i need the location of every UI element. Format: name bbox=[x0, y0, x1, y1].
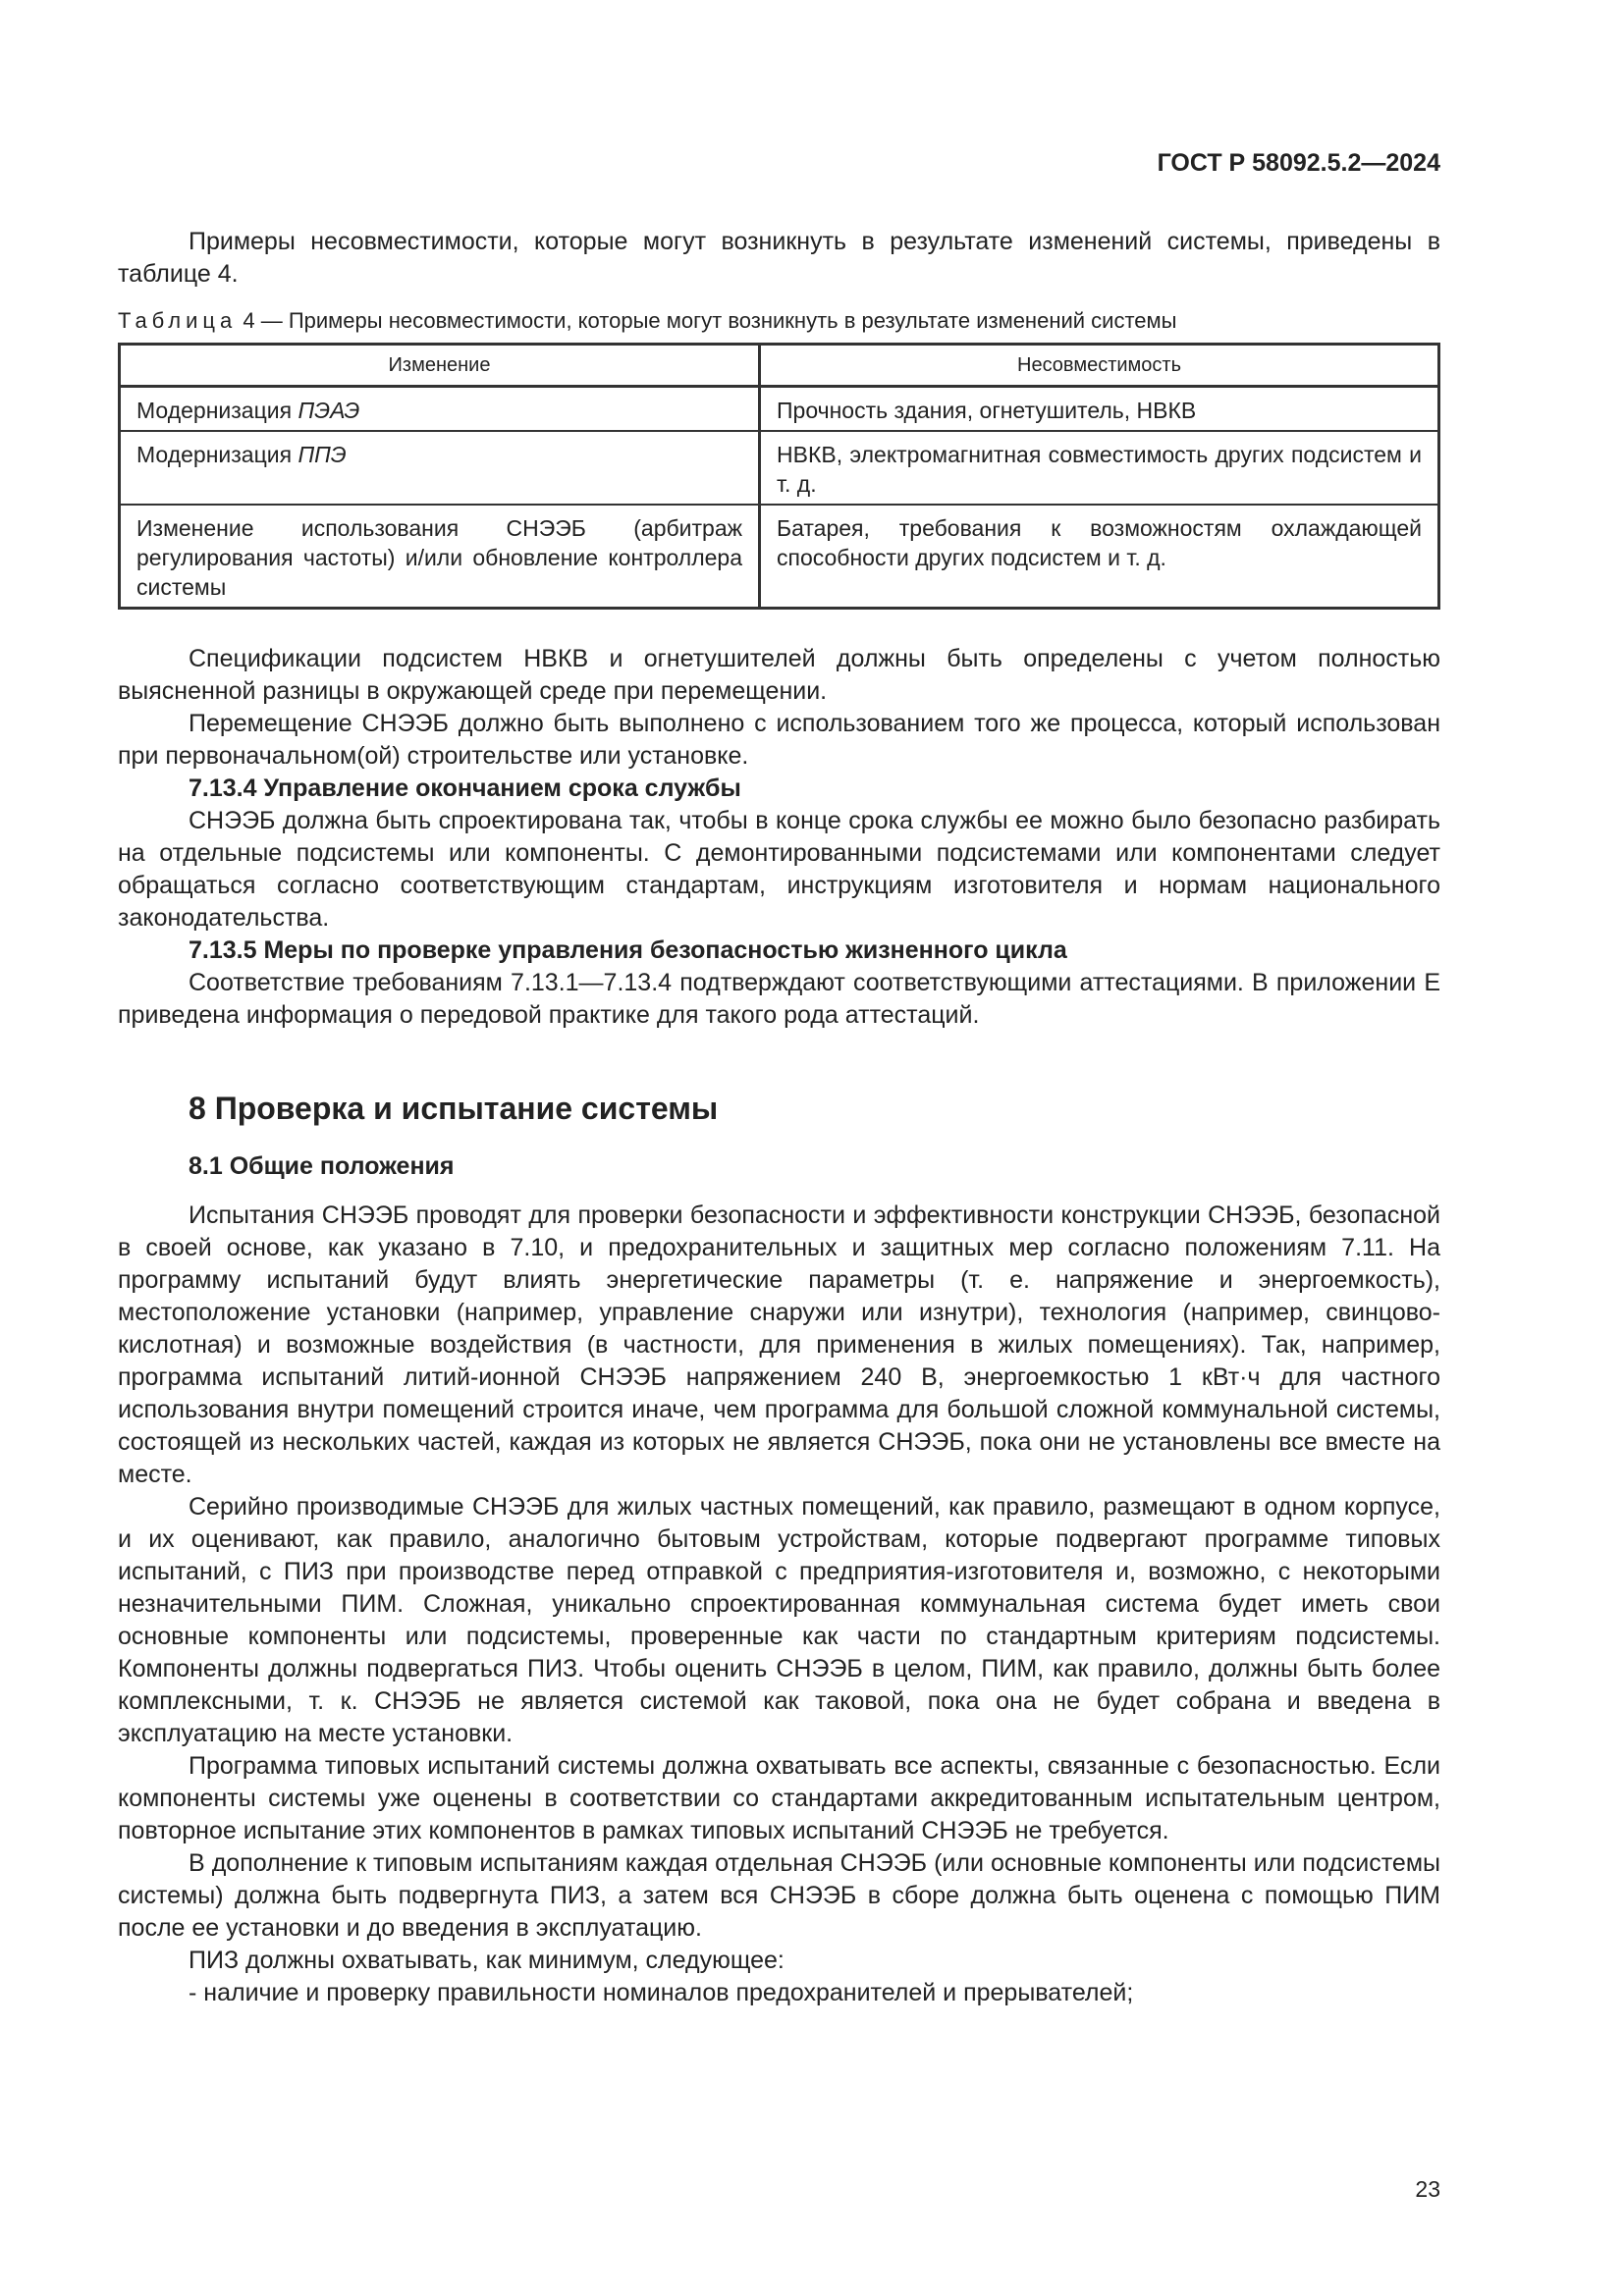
change-text: Модернизация bbox=[136, 442, 298, 467]
document-code: ГОСТ Р 58092.5.2—2024 bbox=[1157, 149, 1440, 177]
page-content bbox=[118, 226, 1440, 2009]
paragraph-relocation: Перемещение СНЭЭБ должно быть выполнено с использованием того же процесса, который использован при первоначальном(ой) строительстве или установке. bbox=[118, 710, 1440, 770]
table-cell-incompatibility: Прочность здания, огнетушитель, НВКВ bbox=[761, 386, 1437, 430]
table-row bbox=[121, 430, 1437, 504]
table-cell-incompatibility: Батарея, требования к возможностям охлаждающей способности других подсистем и т. д. bbox=[761, 504, 1437, 607]
table-cell-change: Изменение использования СНЭЭБ (арбитраж регулирования частоты) и/или обновление контроллера системы bbox=[121, 504, 761, 607]
table-cell-incompatibility: НВКВ, электромагнитная совместимость других подсистем и т. д. bbox=[761, 430, 1437, 504]
incompatibility-table bbox=[118, 343, 1440, 610]
change-abbreviation: ПЭАЭ bbox=[298, 398, 360, 423]
paragraph-lifecycle-verification: Соответствие требованиям 7.13.1—7.13.4 подтверждают соответствующими аттестациями. В приложении Е приведена информация о передовой практике для такого рода аттестаций. bbox=[118, 969, 1440, 1029]
paragraph-type-tests: Программа типовых испытаний системы должна охватывать все аспекты, связанные с безопасностью. Если компоненты системы уже оценены в соответствии со стандартами аккредитованным испытательным центром, повторное испытание этих компонентов в рамках типовых испытаний СНЭЭБ не требуется. bbox=[118, 1752, 1440, 1844]
paragraph-tests-purpose: Испытания СНЭЭБ проводят для проверки безопасности и эффективности конструкции СНЭЭБ, безопасной в своей основе, как указано в 7.10, и предохранительных и защитных мер согласно положениям 7.11. На программу испытаний будут влиять энергетические параметры (т. е. напряжение и энергоемкость), местоположение установки (например, управление снаружи или изнутри), технология (например, свинцово-кислотная) и возможные воздействия (в частности, для применения в жилых помещениях). Так, например, программа испытаний литий-ионной СНЭЭБ напряжением 240 В, энергоемкостью 1 кВт·ч для частного использования внутри помещений строится иначе, чем программа для большой сложной коммунальной системы, состоящей из нескольких частей, каждая из которых не является СНЭЭБ, пока они не установлены все вместе на месте. bbox=[118, 1201, 1440, 1488]
change-abbreviation: ППЭ bbox=[298, 442, 347, 467]
table-caption-label: Таблица bbox=[118, 308, 238, 333]
page-number: 23 bbox=[1415, 2176, 1440, 2202]
paragraph-specifications: Спецификации подсистем НВКВ и огнетушителей должны быть определены с учетом полностью выясненной разницы в окружающей среде при перемещении. bbox=[118, 645, 1440, 705]
table-caption bbox=[118, 307, 1440, 335]
table-row bbox=[121, 504, 1437, 607]
table-header-row bbox=[121, 346, 1437, 386]
paragraph-end-of-life: СНЭЭБ должна быть спроектирована так, чтобы в конце срока службы ее можно было безопасно разбирать на отдельные подсистемы или компоненты. С демонтированными подсистемами или компонентами следует обращаться согласно соответствующим стандартам, инструкциям изготовителя и нормам национального законодательства. bbox=[118, 807, 1440, 932]
table-row bbox=[121, 386, 1437, 430]
table-cell-change bbox=[121, 430, 761, 504]
table-cell-change bbox=[121, 386, 761, 430]
paragraph-fat-scope: ПИЗ должны охватывать, как минимум, следующее: bbox=[189, 1947, 785, 1974]
column-header-change: Изменение bbox=[121, 346, 761, 386]
paragraph-factory-tests: В дополнение к типовым испытаниям каждая отдельная СНЭЭБ (или основные компоненты или подсистемы системы) должна быть подвергнута ПИЗ, а затем вся СНЭЭБ в сборе должна быть оценена с помощью ПИМ после ее установки и до введения в эксплуатацию. bbox=[118, 1849, 1440, 1942]
heading-section-8: 8 Проверка и испытание системы bbox=[189, 1091, 719, 1126]
paragraph-serial-production: Серийно производимые СНЭЭБ для жилых частных помещений, как правило, размещают в одном корпусе, и их оценивают, как правило, аналогично бытовым устройствам, которые подвергают программе типовых испытаний, с ПИЗ при производстве перед отправкой с предприятия-изготовителя и, возможно, с некоторыми незначительными ПИМ. Сложная, уникально спроектированная коммунальная система будет иметь свои основные компоненты или подсистемы, проверенные как части по стандартным критериям подсистемы. Компоненты должны подвергаться ПИЗ. Чтобы оценить СНЭЭБ в целом, ПИМ, как правило, должны быть более комплексными, т. к. СНЭЭБ не является системой как таковой, пока она не будет собрана и введена в эксплуатацию на месте установки. bbox=[118, 1493, 1440, 1747]
heading-7-13-5: 7.13.5 Меры по проверке управления безопасностью жизненного цикла bbox=[189, 936, 1067, 964]
table-caption-text: 4 — Примеры несовместимости, которые могут возникнуть в результате изменений системы bbox=[237, 308, 1177, 333]
change-text: Модернизация bbox=[136, 398, 298, 423]
heading-8-1: 8.1 Общие положения bbox=[189, 1152, 455, 1180]
heading-7-13-4: 7.13.4 Управление окончанием срока службы bbox=[189, 774, 741, 802]
column-header-incompatibility: Несовместимость bbox=[761, 346, 1437, 386]
list-item: - наличие и проверку правильности номиналов предохранителей и прерывателей; bbox=[189, 1979, 1134, 2006]
intro-paragraph: Примеры несовместимости, которые могут возникнуть в результате изменений системы, приведены в таблице 4. bbox=[118, 228, 1440, 288]
